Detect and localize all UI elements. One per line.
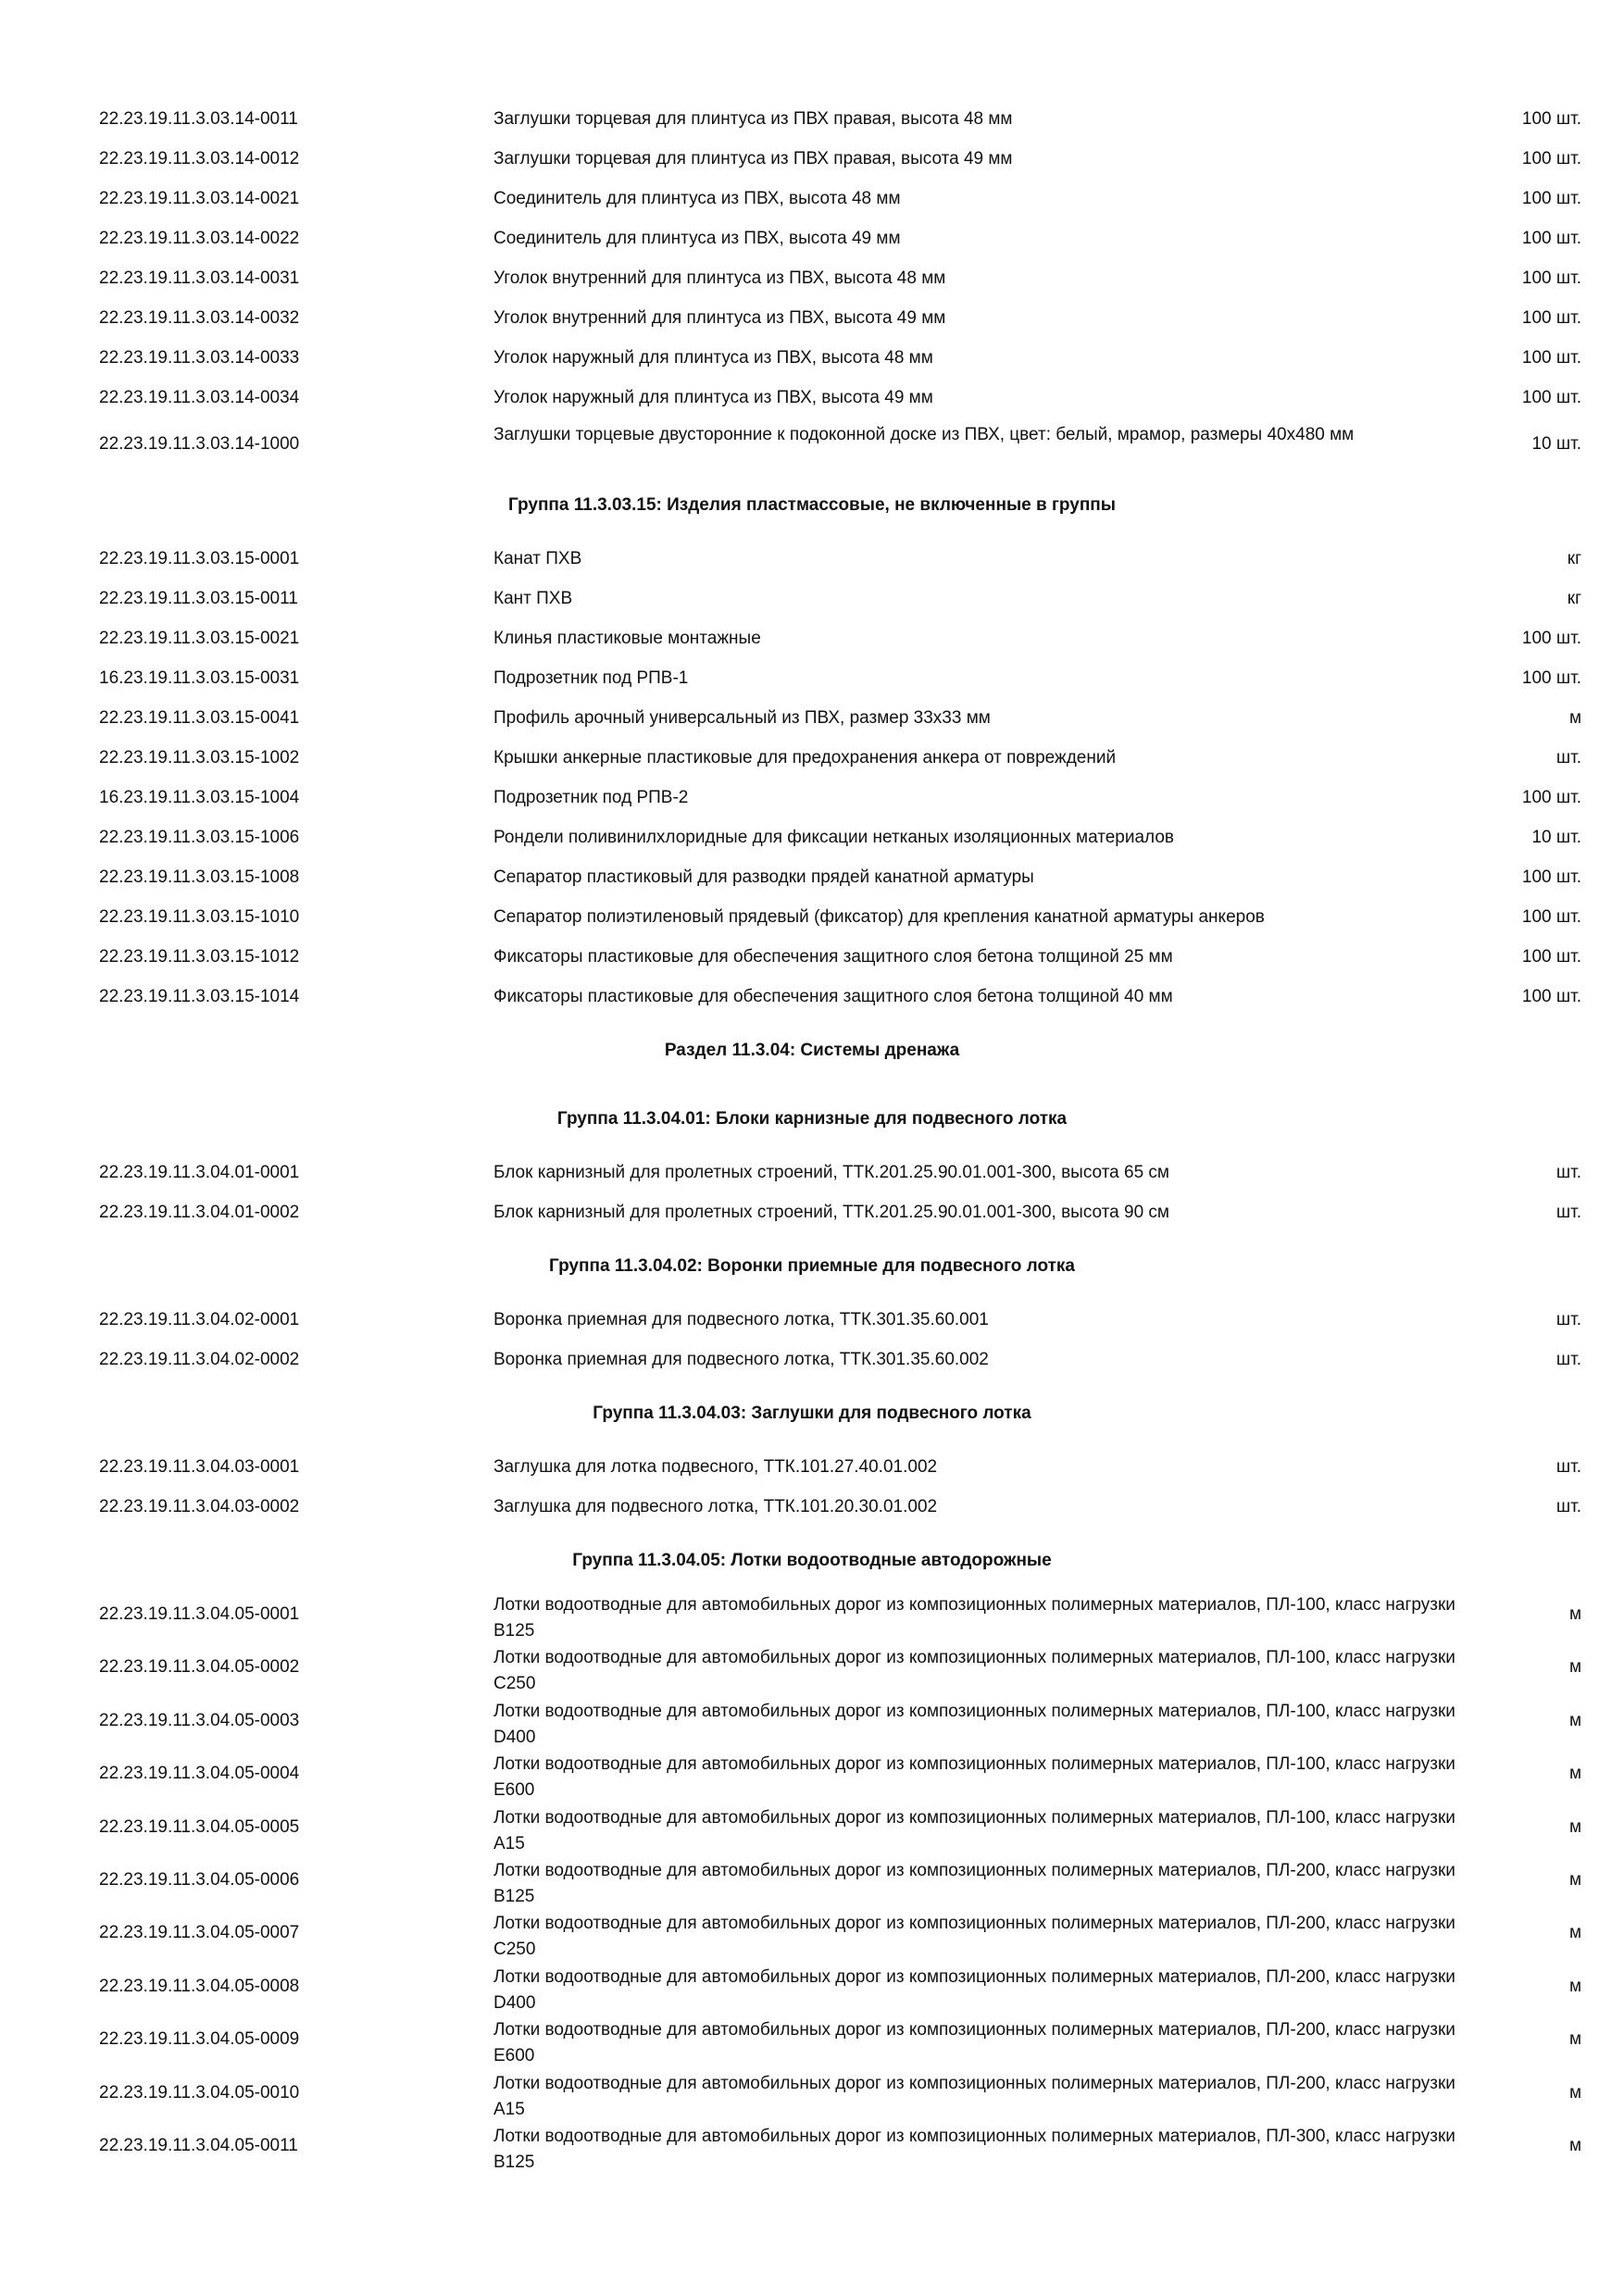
- item-code: 22.23.19.11.3.04.01-0001: [99, 1163, 300, 1182]
- item-unit: 100 шт.: [1521, 907, 1581, 927]
- item-code: 22.23.19.11.3.03.14-0031: [99, 268, 300, 288]
- item-code: 22.23.19.11.3.03.14-0033: [99, 348, 300, 368]
- group-heading: Группа 11.3.04.01: Блоки карнизные для подвесного лотка: [556, 1109, 1068, 1129]
- item-code: 22.23.19.11.3.04.05-0011: [99, 2136, 298, 2155]
- item-code: 22.23.19.11.3.04.05-0004: [99, 1764, 300, 1783]
- item-name: Блок карнизный для пролетных строений, ТТК.201.25.90.01.001-300, высота 65 см: [493, 1163, 1169, 1182]
- item-name: Лотки водоотводные для автомобильных дорог из композиционных полимерных материалов, ПЛ-100, класс нагрузки D400: [493, 1702, 1455, 1747]
- item-code: 22.23.19.11.3.03.15-1012: [99, 947, 300, 967]
- item-unit: м: [1568, 2029, 1581, 2049]
- section-heading: Раздел 11.3.04: Системы дренажа: [664, 1041, 960, 1060]
- item-code: 22.23.19.11.3.04.05-0002: [99, 1657, 300, 1677]
- item-name: Лотки водоотводные для автомобильных дорог из композиционных полимерных материалов, ПЛ-200, класс нагрузки А15: [493, 2074, 1455, 2119]
- item-unit: 100 шт.: [1521, 388, 1581, 407]
- item-name: Уголок наружный для плинтуса из ПВХ, высота 49 мм: [493, 388, 933, 407]
- item-unit: 100 шт.: [1521, 189, 1581, 208]
- item-code: 22.23.19.11.3.03.15-1006: [99, 828, 300, 847]
- item-name: Лотки водоотводные для автомобильных дорог из композиционных полимерных материалов, ПЛ-300, класс нагрузки В125: [493, 2127, 1455, 2172]
- item-code: 22.23.19.11.3.04.02-0001: [99, 1310, 300, 1329]
- item-unit: 100 шт.: [1521, 308, 1581, 328]
- item-unit: м: [1568, 1817, 1581, 1837]
- item-unit: 10 шт.: [1531, 828, 1581, 847]
- item-code: 22.23.19.11.3.03.15-0021: [99, 629, 300, 648]
- item-name: Заглушки торцевая для плинтуса из ПВХ правая, высота 48 мм: [493, 109, 1013, 129]
- item-code: 22.23.19.11.3.04.05-0010: [99, 2083, 300, 2103]
- item-unit: шт.: [1555, 1497, 1581, 1516]
- item-name: Лотки водоотводные для автомобильных дорог из композиционных полимерных материалов, ПЛ-100, класс нагрузки Е600: [493, 1754, 1455, 1800]
- item-code: 22.23.19.11.3.04.05-0009: [99, 2029, 300, 2049]
- item-name: Сепаратор пластиковый для разводки прядей канатной арматуры: [493, 867, 1034, 887]
- item-name: Лотки водоотводные для автомобильных дорог из композиционных полимерных материалов, ПЛ-200, класс нагрузки D400: [493, 1967, 1455, 2013]
- item-code: 16.23.19.11.3.03.15-0031: [99, 668, 300, 688]
- item-unit: 100 шт.: [1521, 149, 1581, 168]
- item-code: 22.23.19.11.3.04.05-0003: [99, 1711, 300, 1730]
- item-code: 16.23.19.11.3.03.15-1004: [99, 788, 300, 807]
- item-code: 22.23.19.11.3.04.03-0001: [99, 1457, 300, 1477]
- item-unit: 100 шт.: [1521, 987, 1581, 1006]
- item-code: 22.23.19.11.3.03.15-1002: [99, 748, 300, 767]
- item-name: Лотки водоотводные для автомобильных дорог из композиционных полимерных материалов, ПЛ-200, класс нагрузки В125: [493, 1861, 1455, 1906]
- item-unit: м: [1568, 1977, 1581, 1996]
- item-name: Фиксаторы пластиковые для обеспечения защитного слоя бетона толщиной 40 мм: [493, 987, 1173, 1006]
- item-code: 22.23.19.11.3.03.15-1014: [99, 987, 300, 1006]
- item-code: 22.23.19.11.3.03.14-1000: [99, 434, 300, 454]
- item-unit: м: [1568, 1711, 1581, 1730]
- item-unit: шт.: [1555, 1203, 1581, 1222]
- item-code: 22.23.19.11.3.03.14-0022: [99, 229, 300, 248]
- item-name: Лотки водоотводные для автомобильных дорог из композиционных полимерных материалов, ПЛ-200, класс нагрузки С250: [493, 1914, 1455, 1959]
- item-unit: 100 шт.: [1521, 668, 1581, 688]
- item-unit: 100 шт.: [1521, 268, 1581, 288]
- item-name: Соединитель для плинтуса из ПВХ, высота 49 мм: [493, 229, 901, 248]
- item-code: 22.23.19.11.3.04.05-0008: [99, 1977, 300, 1996]
- item-name: Крышки анкерные пластиковые для предохранения анкера от повреждений: [493, 748, 1117, 767]
- item-unit: м: [1568, 2083, 1581, 2103]
- item-name: Профиль арочный универсальный из ПВХ, размер 33х33 мм: [493, 708, 991, 728]
- item-code: 22.23.19.11.3.03.15-0041: [99, 708, 300, 728]
- item-unit: м: [1568, 708, 1581, 728]
- item-unit: шт.: [1555, 1350, 1581, 1369]
- item-unit: кг: [1567, 549, 1581, 568]
- item-unit: кг: [1567, 589, 1581, 608]
- group-heading: Группа 11.3.04.03: Заглушки для подвесного лотка: [593, 1404, 1031, 1423]
- item-unit: 100 шт.: [1521, 867, 1581, 887]
- item-unit: м: [1568, 1764, 1581, 1783]
- item-name: Воронка приемная для подвесного лотка, ТТК.301.35.60.001: [493, 1310, 989, 1329]
- item-name: Канат ПХВ: [493, 549, 582, 568]
- group-heading: Группа 11.3.04.05: Лотки водоотводные автодорожные: [572, 1551, 1052, 1570]
- item-unit: м: [1568, 1604, 1581, 1624]
- item-name: Уголок наружный для плинтуса из ПВХ, высота 48 мм: [493, 348, 933, 368]
- item-name: Кант ПХВ: [493, 589, 573, 608]
- item-unit: м: [1568, 2136, 1581, 2155]
- group-heading: Группа 11.3.04.02: Воронки приемные для подвесного лотка: [549, 1256, 1075, 1276]
- item-unit: 100 шт.: [1521, 109, 1581, 129]
- item-unit: 100 шт.: [1521, 229, 1581, 248]
- item-name: Заглушка для лотка подвесного, ТТК.101.27.40.01.002: [493, 1457, 938, 1477]
- item-code: 22.23.19.11.3.03.15-1008: [99, 867, 300, 887]
- item-code: 22.23.19.11.3.03.15-0001: [99, 549, 300, 568]
- item-code: 22.23.19.11.3.04.05-0006: [99, 1870, 300, 1890]
- item-code: 22.23.19.11.3.03.14-0011: [99, 109, 298, 129]
- item-code: 22.23.19.11.3.03.14-0012: [99, 149, 300, 168]
- item-code: 22.23.19.11.3.04.01-0002: [99, 1203, 300, 1222]
- item-name: Подрозетник под РПВ-2: [493, 788, 689, 807]
- item-name: Заглушки торцевые двусторонние к подоконной доске из ПВХ, цвет: белый, мрамор, размеры 40х480 мм: [493, 425, 1355, 444]
- item-unit: 10 шт.: [1531, 434, 1581, 454]
- item-unit: 100 шт.: [1521, 947, 1581, 967]
- item-code: 22.23.19.11.3.03.14-0021: [99, 189, 300, 208]
- item-unit: шт.: [1555, 748, 1581, 767]
- item-name: Фиксаторы пластиковые для обеспечения защитного слоя бетона толщиной 25 мм: [493, 947, 1173, 967]
- item-name: Заглушки торцевая для плинтуса из ПВХ правая, высота 49 мм: [493, 149, 1013, 168]
- item-unit: шт.: [1555, 1457, 1581, 1477]
- item-name: Соединитель для плинтуса из ПВХ, высота 48 мм: [493, 189, 901, 208]
- item-name: Рондели поливинилхлоридные для фиксации нетканых изоляционных материалов: [493, 828, 1174, 847]
- item-unit: м: [1568, 1657, 1581, 1677]
- item-code: 22.23.19.11.3.04.03-0002: [99, 1497, 300, 1516]
- item-name: Уголок внутренний для плинтуса из ПВХ, высота 48 мм: [493, 268, 946, 288]
- item-name: Сепаратор полиэтиленовый прядевый (фиксатор) для крепления канатной арматуры анкеров: [493, 907, 1265, 927]
- item-name: Лотки водоотводные для автомобильных дорог из композиционных полимерных материалов, ПЛ-100, класс нагрузки С250: [493, 1648, 1455, 1693]
- item-code: 22.23.19.11.3.03.15-1010: [99, 907, 300, 927]
- item-name: Клинья пластиковые монтажные: [493, 629, 761, 648]
- item-unit: шт.: [1555, 1163, 1581, 1182]
- item-unit: 100 шт.: [1521, 348, 1581, 368]
- item-unit: 100 шт.: [1521, 629, 1581, 648]
- item-name: Подрозетник под РПВ-1: [493, 668, 689, 688]
- item-name: Воронка приемная для подвесного лотка, ТТК.301.35.60.002: [493, 1350, 989, 1369]
- item-code: 22.23.19.11.3.04.05-0005: [99, 1817, 300, 1837]
- item-name: Лотки водоотводные для автомобильных дорог из композиционных полимерных материалов, ПЛ-200, класс нагрузки Е600: [493, 2020, 1455, 2065]
- item-name: Лотки водоотводные для автомобильных дорог из композиционных полимерных материалов, ПЛ-100, класс нагрузки В125: [493, 1595, 1455, 1641]
- item-name: Блок карнизный для пролетных строений, ТТК.201.25.90.01.001-300, высота 90 см: [493, 1203, 1169, 1222]
- item-unit: 100 шт.: [1521, 788, 1581, 807]
- item-unit: шт.: [1555, 1310, 1581, 1329]
- item-name: Лотки водоотводные для автомобильных дорог из композиционных полимерных материалов, ПЛ-100, класс нагрузки А15: [493, 1808, 1455, 1853]
- group-heading: Группа 11.3.03.15: Изделия пластмассовые, не включенные в группы: [507, 495, 1116, 515]
- item-code: 22.23.19.11.3.04.05-0007: [99, 1923, 300, 1942]
- item-code: 22.23.19.11.3.03.14-0032: [99, 308, 300, 328]
- item-name: Уголок внутренний для плинтуса из ПВХ, высота 49 мм: [493, 308, 946, 328]
- item-code: 22.23.19.11.3.04.05-0001: [99, 1604, 300, 1624]
- item-name: Заглушка для подвесного лотка, ТТК.101.20.30.01.002: [493, 1497, 938, 1516]
- item-code: 22.23.19.11.3.03.14-0034: [99, 388, 300, 407]
- item-code: 22.23.19.11.3.04.02-0002: [99, 1350, 300, 1369]
- item-unit: м: [1568, 1923, 1581, 1942]
- item-code: 22.23.19.11.3.03.15-0011: [99, 589, 298, 608]
- item-unit: м: [1568, 1870, 1581, 1890]
